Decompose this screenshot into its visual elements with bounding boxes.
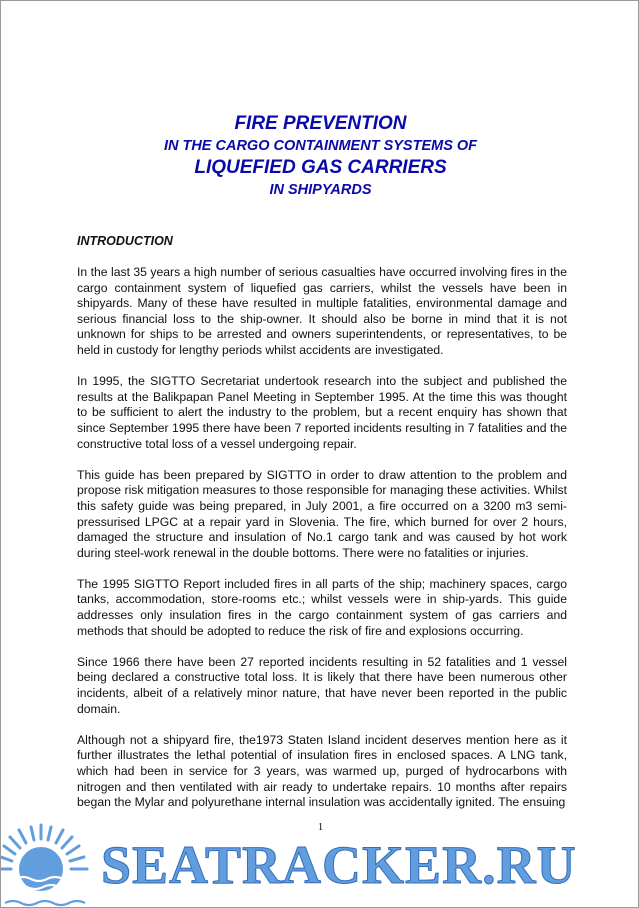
watermark-text: SEATRACKER.RU — [101, 835, 577, 895]
paragraph: This guide has been prepared by SIGTTO in order to draw attention to the problem and propose risk mitigation measures to those responsible for managing these activities. Whilst this safety guide was being prepared, in July 2001, a fire occurred on a 3200 m3 semi-pressurised LPGC at a repair yard in Slovenia. The fire, which burned for over 2 hours, damaged the structure and insulation of No.1 cargo tank and was caused by hot work during steel-work renewal in the double bottoms. There were no fatalities or injuries. — [77, 467, 567, 560]
title-line-2: IN THE CARGO CONTAINMENT SYSTEMS OF — [163, 138, 478, 154]
page-number: 1 — [317, 821, 324, 833]
paragraph: Although not a shipyard fire, the1973 Staten Island incident deserves mention here as it further illustrates the lethal potential of insulation fires in enclosed spaces. A LNG tank, which had been in service for 3 years, was warmed up, purged of hydrocarbons with nitrogen and then ventilated with air ready to undertake repairs. 10 months after repairs began the Mylar and polyurethane internal insulation was accidentally ignited. The ensuing — [77, 732, 567, 810]
title-line-1: FIRE PREVENTION — [234, 113, 407, 134]
title-line-3: LIQUEFIED GAS CARRIERS — [194, 157, 447, 178]
paragraph: The 1995 SIGTTO Report included fires in all parts of the ship; machinery spaces, cargo tanks, accommodation, store-rooms etc.; whilst vessels were in ship-yards. This guide addresses only insulation fires in the cargo containment system of gas carriers and methods that should be adopted to reduce the risk of fire and explosions occurring. — [77, 576, 567, 638]
section-heading: INTRODUCTION — [77, 234, 173, 248]
document-title — [1, 112, 639, 200]
watermark — [1, 819, 639, 907]
paragraph: In 1995, the SIGTTO Secretariat undertook research into the subject and published the results at the Balikpapan Panel Meeting in September 1995. At the time this was thought to be sufficient to alert the industry to the problem, but a recent enquiry has shown that since September 1995 there have been 7 reported incidents resulting in 7 fatalities and the constructive total loss of a vessel undergoing repair. — [77, 374, 567, 451]
sun-logo-icon — [1, 819, 89, 907]
title-line-4: IN SHIPYARDS — [269, 182, 372, 198]
paragraph: Since 1966 there have been 27 reported incidents resulting in 52 fatalities and 1 vessel being declared a constructive total loss. It is likely that there have been numerous other incidents, albeit of a relatively minor nature, that have never been reported in the public domain. — [77, 654, 567, 716]
body-text — [77, 265, 567, 826]
paragraph: In the last 35 years a high number of serious casualties have occurred involving fires in the cargo containment system of liquefied gas carriers, whilst the vessels have been in shipyards. Many of these have resulted in multiple fatalities, environmental damage and serious financial loss to the ship-owner. It should also be borne in mind that it is not unknown for ships to be arrested and owners superintendents, or representatives, to be held in custody for lengthy periods whilst accidents are investigated. — [77, 265, 567, 357]
